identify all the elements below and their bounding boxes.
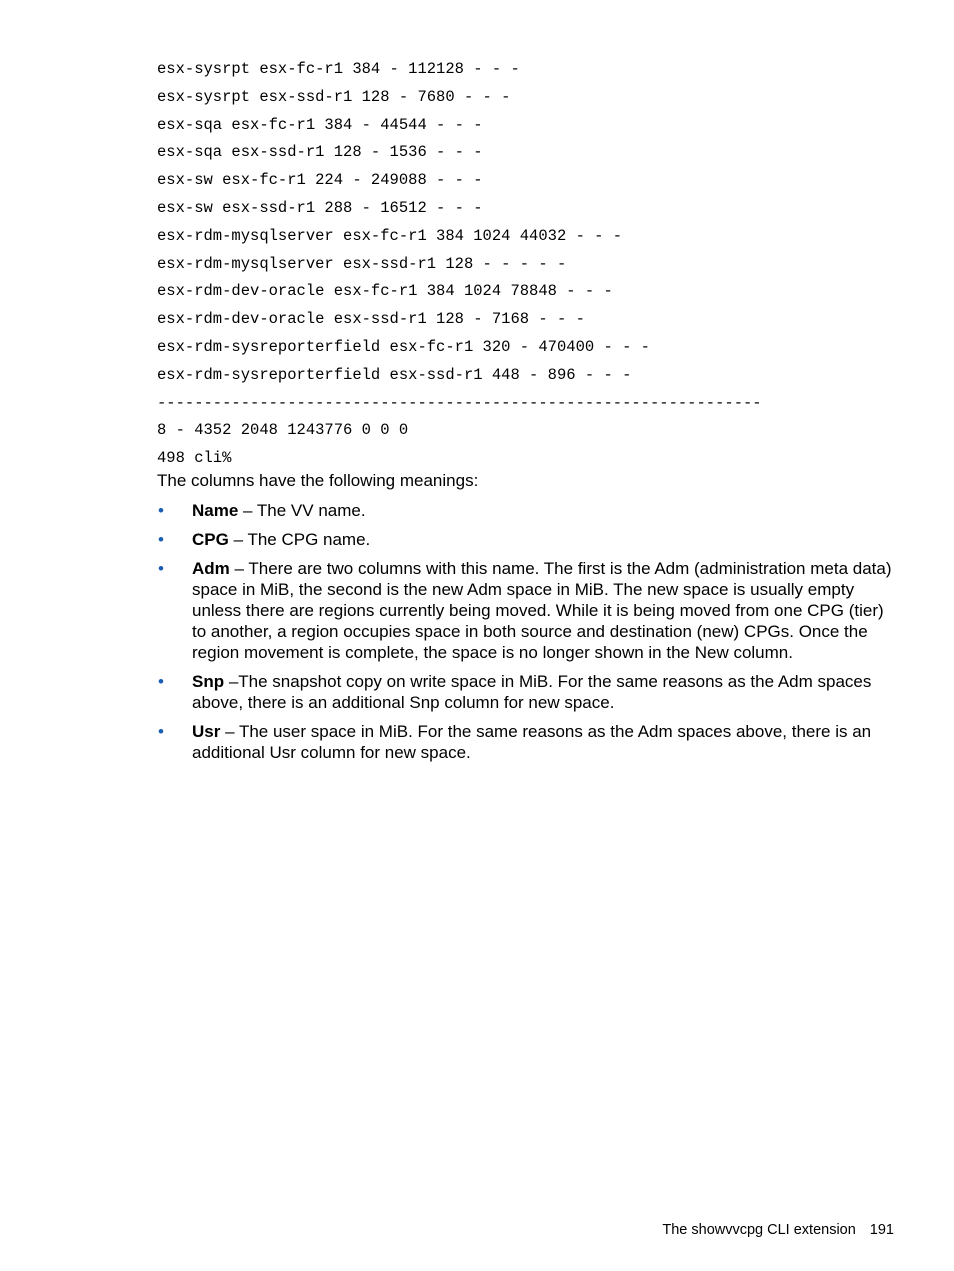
code-line: esx-rdm-mysqlserver esx-ssd-r1 128 - - - - - (157, 254, 567, 273)
term-label: Snp (192, 672, 225, 691)
code-line: esx-rdm-sysreporterfield esx-fc-r1 320 - 470400 - - - (157, 337, 650, 356)
term-description: – The VV name. (238, 501, 366, 520)
term-description: – There are two columns with this name. The first is the Adm (administration meta data) space in MiB, the second is the new Adm space in MiB. The new space is usually empty unless there are regions currently being moved. While it is being moved from one CPG (tier) to another, a region occupies space in both source and destination (new) CPGs. Once the region movement is complete, the space is no longer shown in the New column. (192, 559, 892, 662)
code-line: esx-sqa esx-fc-r1 384 - 44544 - - - (157, 115, 483, 134)
list-item-usr (157, 721, 902, 763)
list-item-snp (157, 671, 902, 713)
bullet-icon: • (158, 672, 164, 691)
code-totals-line: 8 - 4352 2048 1243776 0 0 0 (157, 421, 409, 440)
code-line: esx-rdm-mysqlserver esx-fc-r1 384 1024 44032 - - - (157, 226, 623, 245)
term-description: –The snapshot copy on write space in MiB. For the same reasons as the Adm spaces above, there is an additional Snp column for new space. (192, 672, 872, 712)
column-meanings-list (157, 500, 902, 763)
code-line: esx-sw esx-fc-r1 224 - 249088 - - - (157, 171, 483, 190)
bullet-icon: • (158, 530, 164, 549)
code-prompt-line: 498 cli% (157, 449, 232, 468)
term-label: Name (192, 501, 239, 520)
list-item-cpg (157, 529, 902, 550)
list-item-name (157, 500, 902, 521)
code-separator-line: ----------------------------------------------------------------- (157, 393, 762, 412)
footer-title: The showvvcpg CLI extension (662, 1222, 856, 1238)
page-footer (662, 1222, 894, 1238)
code-line: esx-sysrpt esx-ssd-r1 128 - 7680 - - - (157, 87, 511, 106)
body-text (157, 470, 902, 771)
term-label: Adm (192, 559, 230, 578)
list-item-adm (157, 558, 902, 663)
code-line: esx-rdm-sysreporterfield esx-ssd-r1 448 - 896 - - - (157, 365, 632, 384)
page-number: 191 (869, 1222, 894, 1238)
code-line: esx-sw esx-ssd-r1 288 - 16512 - - - (157, 198, 483, 217)
code-line: esx-rdm-dev-oracle esx-ssd-r1 128 - 7168 - - - (157, 310, 585, 329)
bullet-icon: • (158, 559, 164, 578)
bullet-icon: • (158, 722, 164, 741)
code-line: esx-sqa esx-ssd-r1 128 - 1536 - - - (157, 143, 483, 162)
code-line: esx-rdm-dev-oracle esx-fc-r1 384 1024 78848 - - - (157, 282, 613, 301)
intro-paragraph: The columns have the following meanings: (157, 471, 479, 490)
bullet-icon: • (158, 501, 164, 520)
code-block (157, 56, 917, 473)
term-description: – The user space in MiB. For the same reasons as the Adm spaces above, there is an additional Usr column for new space. (192, 722, 872, 762)
term-description: – The CPG name. (228, 530, 371, 549)
term-label: CPG (192, 530, 229, 549)
term-label: Usr (192, 722, 221, 741)
code-line: esx-sysrpt esx-fc-r1 384 - 112128 - - - (157, 60, 520, 78)
